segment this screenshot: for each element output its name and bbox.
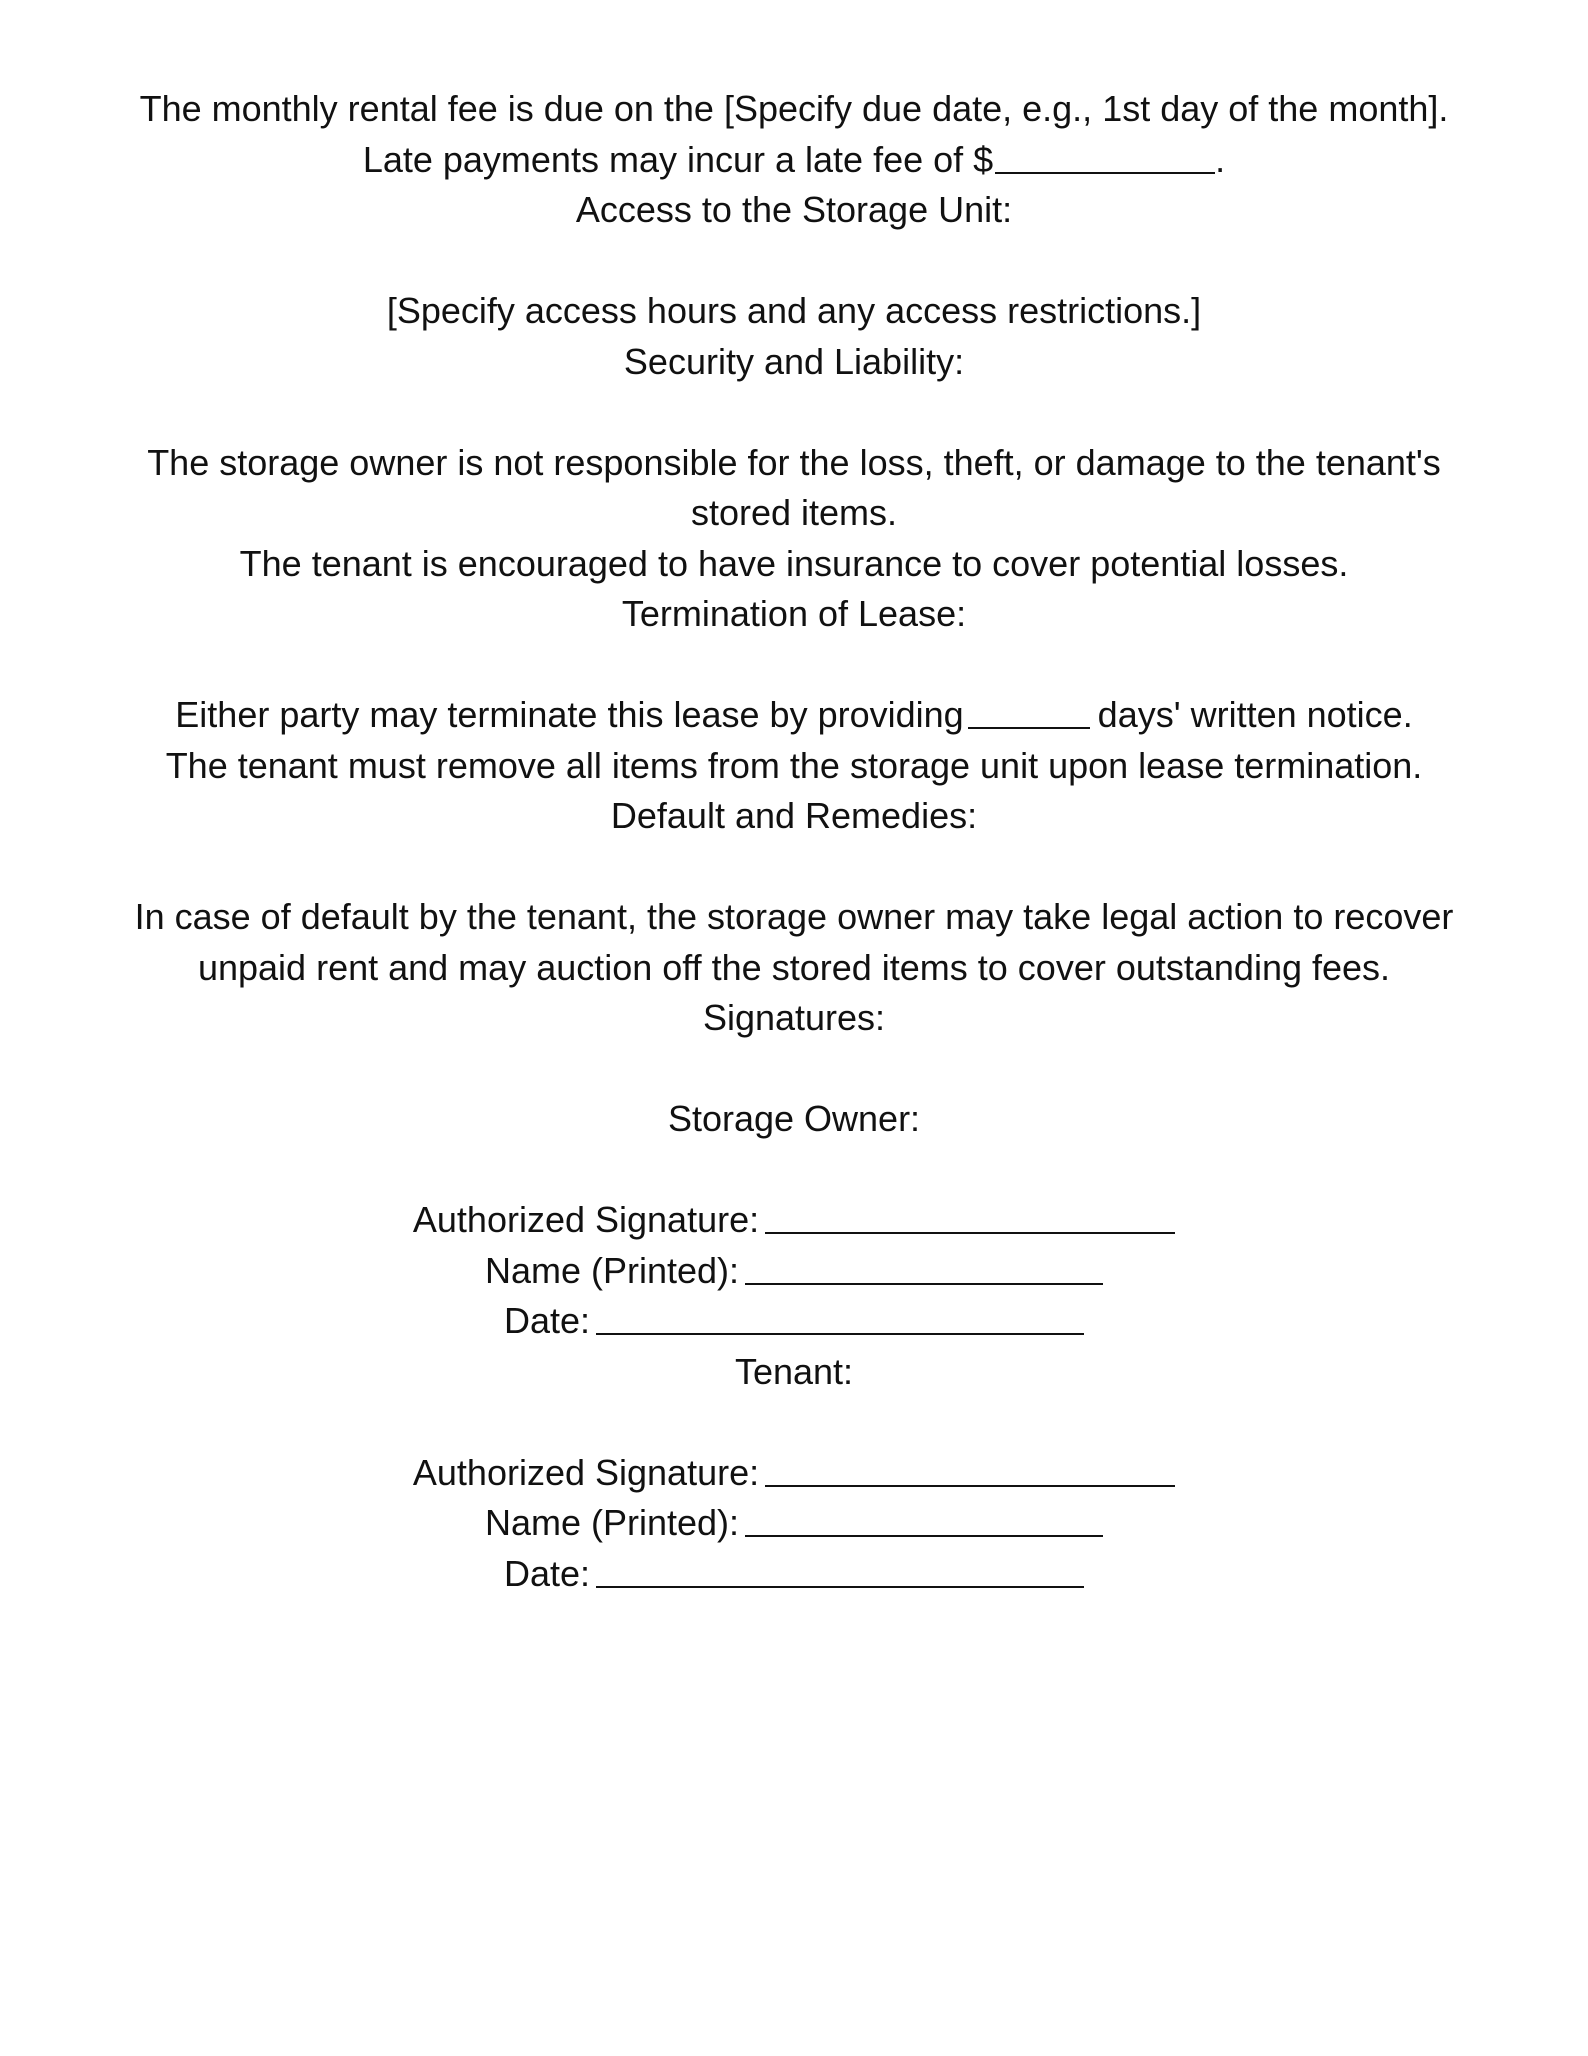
owner-name-field[interactable] — [745, 1249, 1103, 1285]
default-heading: Default and Remedies: — [610, 795, 978, 836]
owner-date-field[interactable] — [596, 1299, 1084, 1335]
owner-date-label: Date: — [503, 1300, 591, 1341]
access-text: [Specify access hours and any access restrictions.] — [386, 290, 1202, 331]
signatures-heading: Signatures: — [702, 997, 886, 1038]
owner-signature-field[interactable] — [765, 1198, 1175, 1234]
owner-signature-row — [50, 1195, 1538, 1246]
termination-notice-label: Either party may terminate this lease by providing — [175, 694, 964, 735]
spacer — [50, 236, 1538, 287]
tenant-date-label: Date: — [503, 1552, 591, 1594]
security-heading: Security and Liability: — [623, 340, 965, 382]
tenant-signature-field[interactable] — [765, 1451, 1175, 1487]
termination-notice-suffix: days' written notice. — [1097, 694, 1413, 735]
late-fee-period: . — [1215, 138, 1226, 180]
tenant-signature-row — [50, 1448, 1538, 1499]
late-fee-blank[interactable] — [995, 138, 1215, 174]
tenant-name-label: Name (Printed): — [484, 1502, 740, 1543]
termination-heading: Termination of Lease: — [621, 593, 967, 634]
tenant-name-row — [50, 1498, 1538, 1549]
tenant-date-field[interactable] — [596, 1552, 1084, 1588]
lease-terms-body — [50, 84, 1538, 1599]
security-text-line-1: The storage owner is not responsible for the loss, theft, or damage to the tenant's — [147, 441, 1441, 483]
owner-name-row — [50, 1246, 1538, 1297]
spacer — [50, 1397, 1538, 1448]
owner-name-label: Name (Printed): — [484, 1249, 740, 1291]
default-text-line-1: In case of default by the tenant, the storage owner may take legal action to recover — [134, 896, 1454, 937]
tenant-name-field[interactable] — [745, 1501, 1103, 1537]
removal-text: The tenant must remove all items from the storage unit upon lease termination. — [165, 744, 1423, 786]
late-fee-label: Late payments may incur a late fee of $ — [362, 138, 994, 180]
termination-notice-line — [50, 690, 1538, 741]
notice-days-blank[interactable] — [968, 693, 1090, 729]
insurance-text: The tenant is encouraged to have insurance to cover potential losses. — [239, 542, 1349, 584]
due-date-text: The monthly rental fee is due on the [Specify due date, e.g., 1st day of the month]. — [139, 88, 1449, 129]
late-fee-line — [50, 135, 1538, 186]
owner-date-row — [50, 1296, 1538, 1347]
security-text-line-2: stored items. — [690, 492, 898, 533]
spacer — [50, 1044, 1538, 1095]
spacer — [50, 842, 1538, 893]
default-text-line-2: unpaid rent and may auction off the stored items to cover outstanding fees. — [197, 946, 1391, 988]
spacer — [50, 640, 1538, 691]
tenant-date-row — [50, 1549, 1538, 1600]
spacer — [50, 1145, 1538, 1196]
owner-label: Storage Owner: — [667, 1098, 921, 1139]
owner-signature-label: Authorized Signature: — [412, 1199, 760, 1240]
access-heading: Access to the Storage Unit: — [575, 189, 1013, 230]
tenant-label: Tenant: — [734, 1350, 854, 1392]
spacer — [50, 387, 1538, 438]
tenant-signature-label: Authorized Signature: — [412, 1451, 760, 1493]
